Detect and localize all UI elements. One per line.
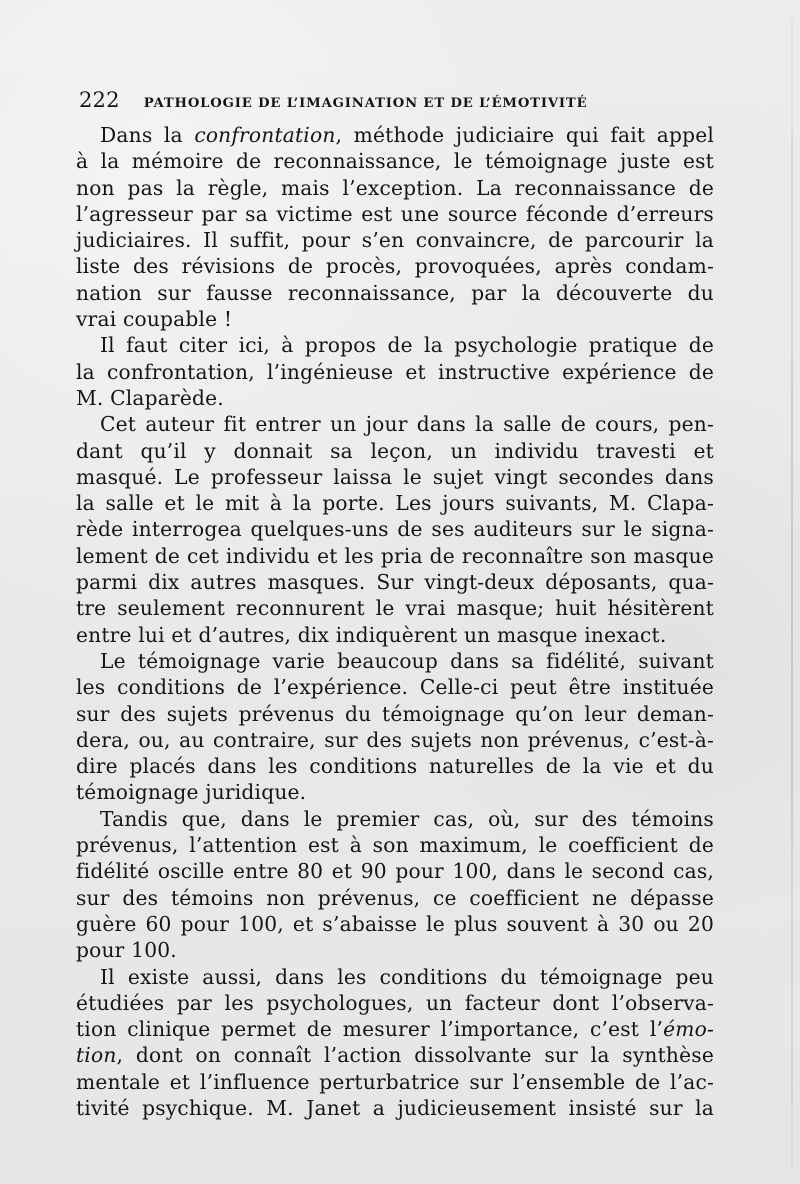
text-line: tre seulement reconnurent le vrai masque; huit hésitèrent xyxy=(76,596,714,621)
paragraph-fidelity-coefficient xyxy=(76,806,714,964)
text-line: pour 100. xyxy=(76,938,177,963)
text-line: entre lui et d’autres, dix indiquèrent un masque inexact. xyxy=(76,622,667,647)
page-number: 222 xyxy=(79,88,120,112)
text-line: Tandis que, dans le premier cas, où, sur des témoins xyxy=(100,806,714,831)
text-line: sur des témoins non prévenus, ce coefficient ne dépasse xyxy=(76,885,714,910)
text-line: nation sur fausse reconnaissance, par la découverte du xyxy=(76,280,714,305)
paragraph-testimony-fidelity xyxy=(76,648,714,806)
text-line: guère 60 pour 100, et s’abaisse le plus souvent à 30 ou 20 xyxy=(76,911,714,936)
text-line: Le témoignage varie beaucoup dans sa fidélité, suivant xyxy=(100,648,714,673)
text-line: judiciaires. Il suffit, pour s’en convaincre, de parcourir la xyxy=(76,228,714,253)
text-line: M. Claparède. xyxy=(76,385,224,410)
text-line: Il existe aussi, dans les conditions du témoignage peu xyxy=(100,964,714,989)
text-line: les conditions de l’expérience. Celle-ci peut être instituée xyxy=(76,675,714,700)
text-line: mentale et l’influence perturbatrice sur l’ensemble de l’ac- xyxy=(76,1069,714,1094)
text-line: l’agresseur par sa victime est une source féconde d’erreurs xyxy=(76,201,714,226)
text-line: étudiées par les psychologues, un facteur dont l’observa- xyxy=(76,990,714,1015)
text-line: masqué. Le professeur laissa le sujet vingt secondes dans xyxy=(76,464,714,489)
paragraph-claparede-reference xyxy=(76,332,714,411)
text-line: sur des sujets prévenus du témoignage qu’on leur deman- xyxy=(76,701,714,726)
text-line: lement de cet individu et les pria de reconnaître son masque xyxy=(76,543,714,568)
text-line: Il faut citer ici, à propos de la psychologie pratique de xyxy=(100,333,714,358)
text-line: tion, dont on connaît l’action dissolvante sur la synthèse xyxy=(76,1043,714,1068)
paragraph-experiment xyxy=(76,411,714,648)
page-edge-shadow xyxy=(791,18,793,1168)
text-line: parmi dix autres masques. Sur vingt-deux déposants, qua- xyxy=(76,570,714,595)
text-line: dera, ou, au contraire, sur des sujets non prévenus, c’est-à- xyxy=(76,727,714,752)
running-title: PATHOLOGIE DE L’IMAGINATION ET DE L’ÉMOTIVITÉ xyxy=(143,96,588,111)
text-line: tion clinique permet de mesurer l’importance, c’est l’émo- xyxy=(76,1017,714,1042)
text-line: fidélité oscille entre 80 et 90 pour 100, dans le second cas, xyxy=(76,859,714,884)
text-line: la confrontation, l’ingénieuse et instructive expérience de xyxy=(76,359,714,384)
text-line: témoignage juridique. xyxy=(76,780,307,805)
paragraph-emotion-factor xyxy=(76,964,714,1122)
text-line: Cet auteur fit entrer un jour dans la salle de cours, pen- xyxy=(100,412,714,437)
text-line: dant qu’il y donnait sa leçon, un individu travesti et xyxy=(76,438,714,463)
text-line: la salle et le mit à la porte. Les jours suivants, M. Clapa- xyxy=(76,491,714,516)
running-header xyxy=(79,88,699,112)
text-line: non pas la règle, mais l’exception. La reconnaissance de xyxy=(76,175,714,200)
paragraph-confrontation xyxy=(76,122,714,332)
text-line: à la mémoire de reconnaissance, le témoignage juste est xyxy=(76,149,714,174)
text-line: liste des révisions de procès, provoquées, après condam- xyxy=(76,254,714,279)
text-line: vrai coupable ! xyxy=(76,307,233,332)
text-line: rède interrogea quelques-uns de ses auditeurs sur le signa- xyxy=(76,517,714,542)
text-line: tivité psychique. M. Janet a judicieusement insisté sur la xyxy=(76,1095,714,1120)
text-line: dire placés dans les conditions naturelles de la vie et du xyxy=(76,754,714,779)
text-line: Dans la confrontation, méthode judiciaire qui fait appel xyxy=(100,123,714,147)
text-line: prévenus, l’attention est à son maximum, le coefficient de xyxy=(76,833,714,858)
main-text xyxy=(76,122,714,1121)
